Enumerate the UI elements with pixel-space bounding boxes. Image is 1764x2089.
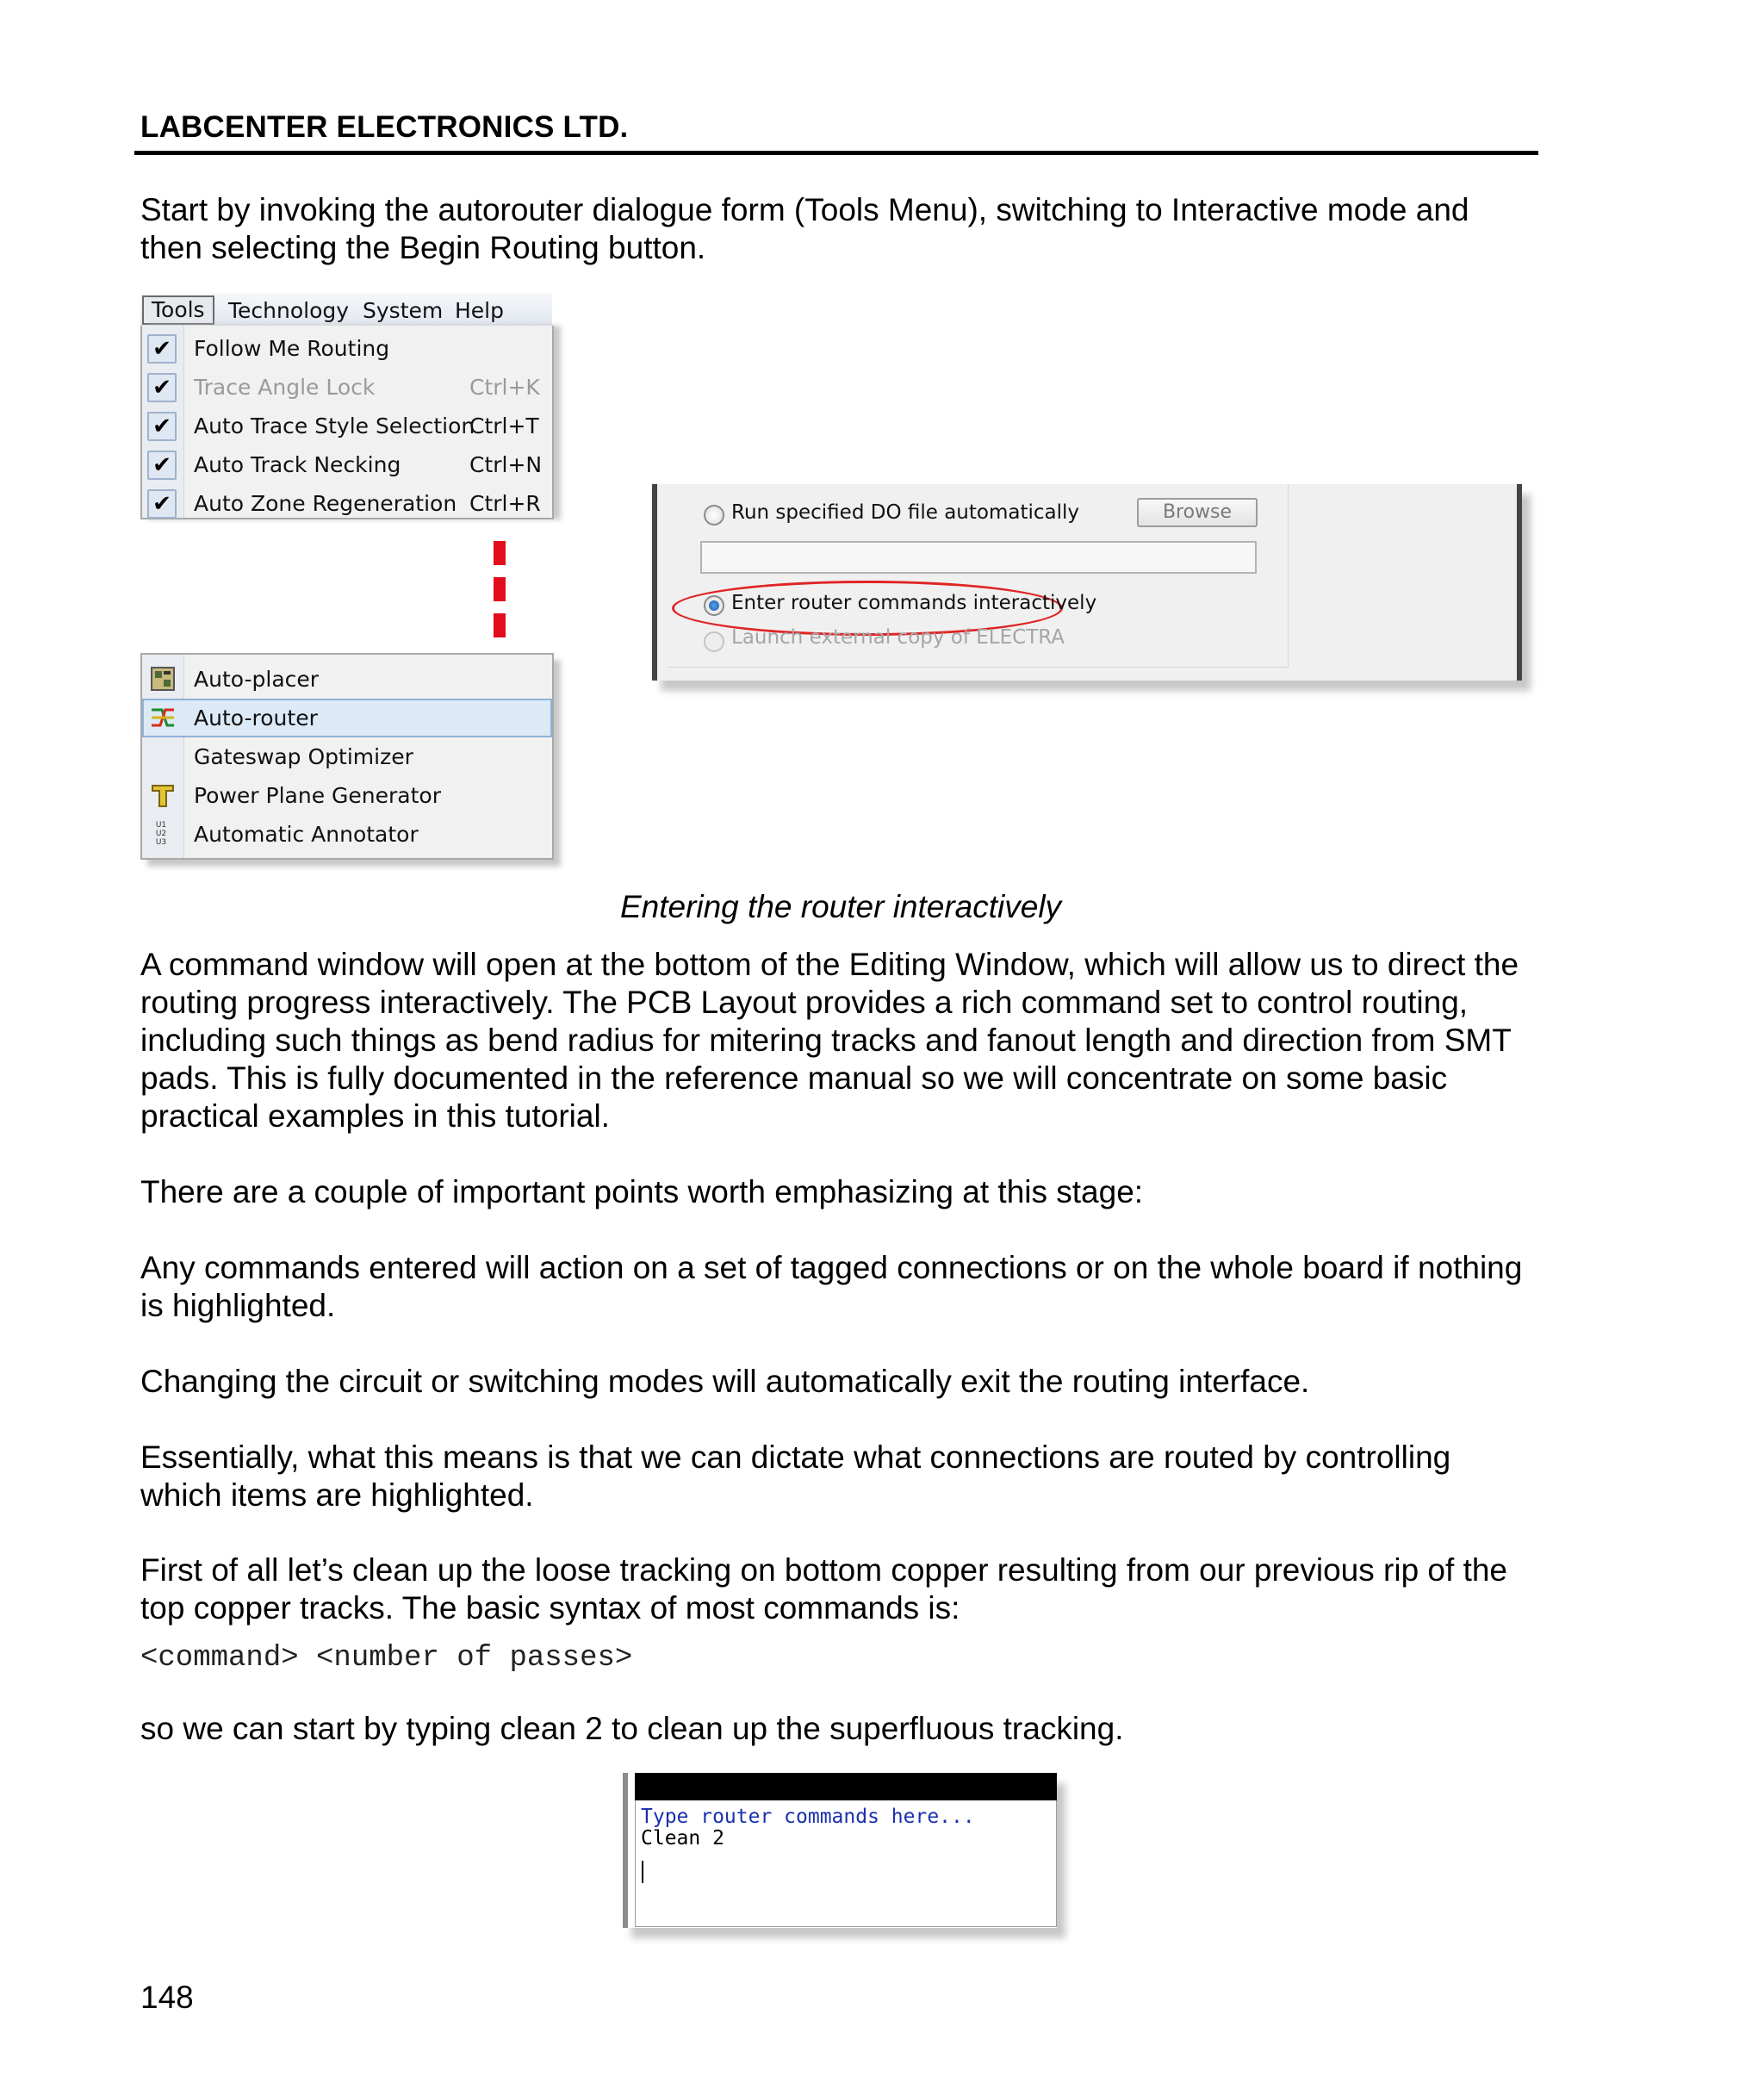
auto-placer-icon — [150, 666, 176, 692]
menu-item-label: Gateswap Optimizer — [194, 744, 413, 769]
radio-enter-interactively[interactable] — [704, 595, 724, 616]
command-window-titlebar — [635, 1773, 1057, 1800]
auto-router-icon — [150, 705, 176, 731]
checkmark-icon: ✔ — [147, 373, 177, 402]
do-file-path-input[interactable] — [700, 541, 1257, 574]
command-input-area[interactable] — [635, 1800, 1057, 1927]
document-header: LABCENTER ELECTRONICS LTD. — [140, 110, 629, 144]
menu-item-follow-me-routing[interactable] — [142, 329, 552, 368]
body-paragraph: A command window will open at the bottom of the Editing Window, which will allow us to direct the routing progress interactively. The PCB Layout provides a rich command set to control routing, including such things as bend radius for mitering tracks and fanout length and direction from SMT pads. This is fully documented in the reference manual so we will concentrate on some basic practical examples in this tutorial. — [140, 947, 1519, 1134]
command-entry-text: Clean 2 — [641, 1827, 724, 1850]
menu-item-label: Power Plane Generator — [194, 783, 441, 808]
command-syntax: <command> <number of passes> — [140, 1642, 633, 1675]
menu-item-label: Auto Zone Regeneration — [194, 491, 457, 516]
menu-item-power-plane-generator[interactable] — [142, 776, 552, 815]
radio-run-do-file[interactable] — [704, 505, 724, 525]
menu-item-auto-placer[interactable] — [142, 660, 552, 699]
menu-item-shortcut: Ctrl+R — [469, 491, 541, 516]
body-paragraph: First of all let’s clean up the loose tracking on bottom copper resulting from our previous rip of the top copper tracks. The basic syntax of most commands is: — [140, 1552, 1508, 1626]
cut-mark-dash — [494, 613, 506, 637]
checkmark-icon: ✔ — [147, 412, 177, 441]
body-paragraph: Changing the circuit or switching modes will automatically exit the routing interface. — [140, 1364, 1310, 1399]
page-number: 148 — [140, 1980, 194, 2015]
autorouter-dialog-snippet — [652, 484, 1522, 681]
annotator-icon: U1U2U3 — [155, 821, 167, 847]
dialog-options-group — [668, 484, 1289, 668]
body-paragraph: Any commands entered will action on a set of tagged connections or on the whole board if nothing is highlighted. — [140, 1250, 1523, 1323]
menu-item-label: Auto Track Necking — [194, 452, 401, 477]
menu-dropdown-bottom — [140, 653, 554, 860]
menu-tools[interactable]: Tools — [142, 295, 214, 325]
radio-launch-electra-label: Launch external copy of ELECTRA — [731, 626, 1065, 649]
body-paragraph: Essentially, what this means is that we can dictate what connections are routed by controlling which items are highlighted. — [140, 1439, 1451, 1513]
menu-dropdown-top — [140, 326, 554, 519]
menu-item-shortcut: Ctrl+N — [469, 452, 543, 477]
radio-run-do-file-label: Run specified DO file automatically — [731, 501, 1079, 524]
menu-item-shortcut: Ctrl+K — [469, 375, 540, 400]
body-paragraph: There are a couple of important points worth emphasizing at this stage: — [140, 1174, 1144, 1209]
router-command-window — [623, 1773, 1057, 1928]
menu-item-gateswap-optimizer[interactable] — [142, 737, 552, 776]
figure-caption: Entering the router interactively — [619, 889, 1062, 924]
checkmark-icon: ✔ — [147, 489, 177, 519]
menu-item-label: Auto Trace Style Selection — [194, 413, 475, 438]
menu-item-auto-router[interactable] — [142, 699, 552, 737]
menu-item-automatic-annotator[interactable] — [142, 815, 552, 854]
menu-item-auto-trace-style[interactable] — [142, 407, 552, 445]
menu-item-auto-zone-regeneration[interactable] — [142, 484, 552, 523]
menu-item-label: Automatic Annotator — [194, 822, 419, 847]
command-prompt-text: Type router commands here... — [641, 1806, 975, 1828]
menu-help[interactable]: Help — [455, 298, 504, 323]
body-paragraph: so we can start by typing clean 2 to clean up the superfluous tracking. — [140, 1711, 1124, 1746]
menu-item-label: Auto-router — [194, 706, 318, 731]
menu-item-auto-track-necking[interactable] — [142, 445, 552, 484]
checkmark-icon: ✔ — [147, 451, 177, 480]
header-rule — [134, 151, 1538, 155]
menu-item-label: Follow Me Routing — [194, 336, 390, 361]
menu-item-label: Auto-placer — [194, 667, 320, 692]
menu-bar — [140, 293, 552, 326]
cut-mark-dash — [494, 577, 506, 601]
menu-item-trace-angle-lock[interactable] — [142, 368, 552, 407]
menu-technology[interactable]: Technology — [228, 298, 350, 323]
menu-item-shortcut: Ctrl+T — [469, 413, 539, 438]
browse-button[interactable]: Browse — [1137, 498, 1258, 527]
radio-enter-interactively-label: Enter router commands interactively — [731, 592, 1097, 614]
checkmark-icon: ✔ — [147, 334, 177, 364]
cut-mark-dash — [494, 541, 506, 565]
menu-item-label: Trace Angle Lock — [194, 375, 376, 400]
text-caret — [642, 1861, 643, 1883]
power-plane-icon — [150, 782, 176, 808]
radio-launch-electra[interactable] — [704, 631, 724, 652]
menu-system[interactable]: System — [363, 298, 444, 323]
intro-paragraph: Start by invoking the autorouter dialogue form (Tools Menu), switching to Interactive mode and then selecting the Begin Routing button. — [140, 192, 1469, 265]
